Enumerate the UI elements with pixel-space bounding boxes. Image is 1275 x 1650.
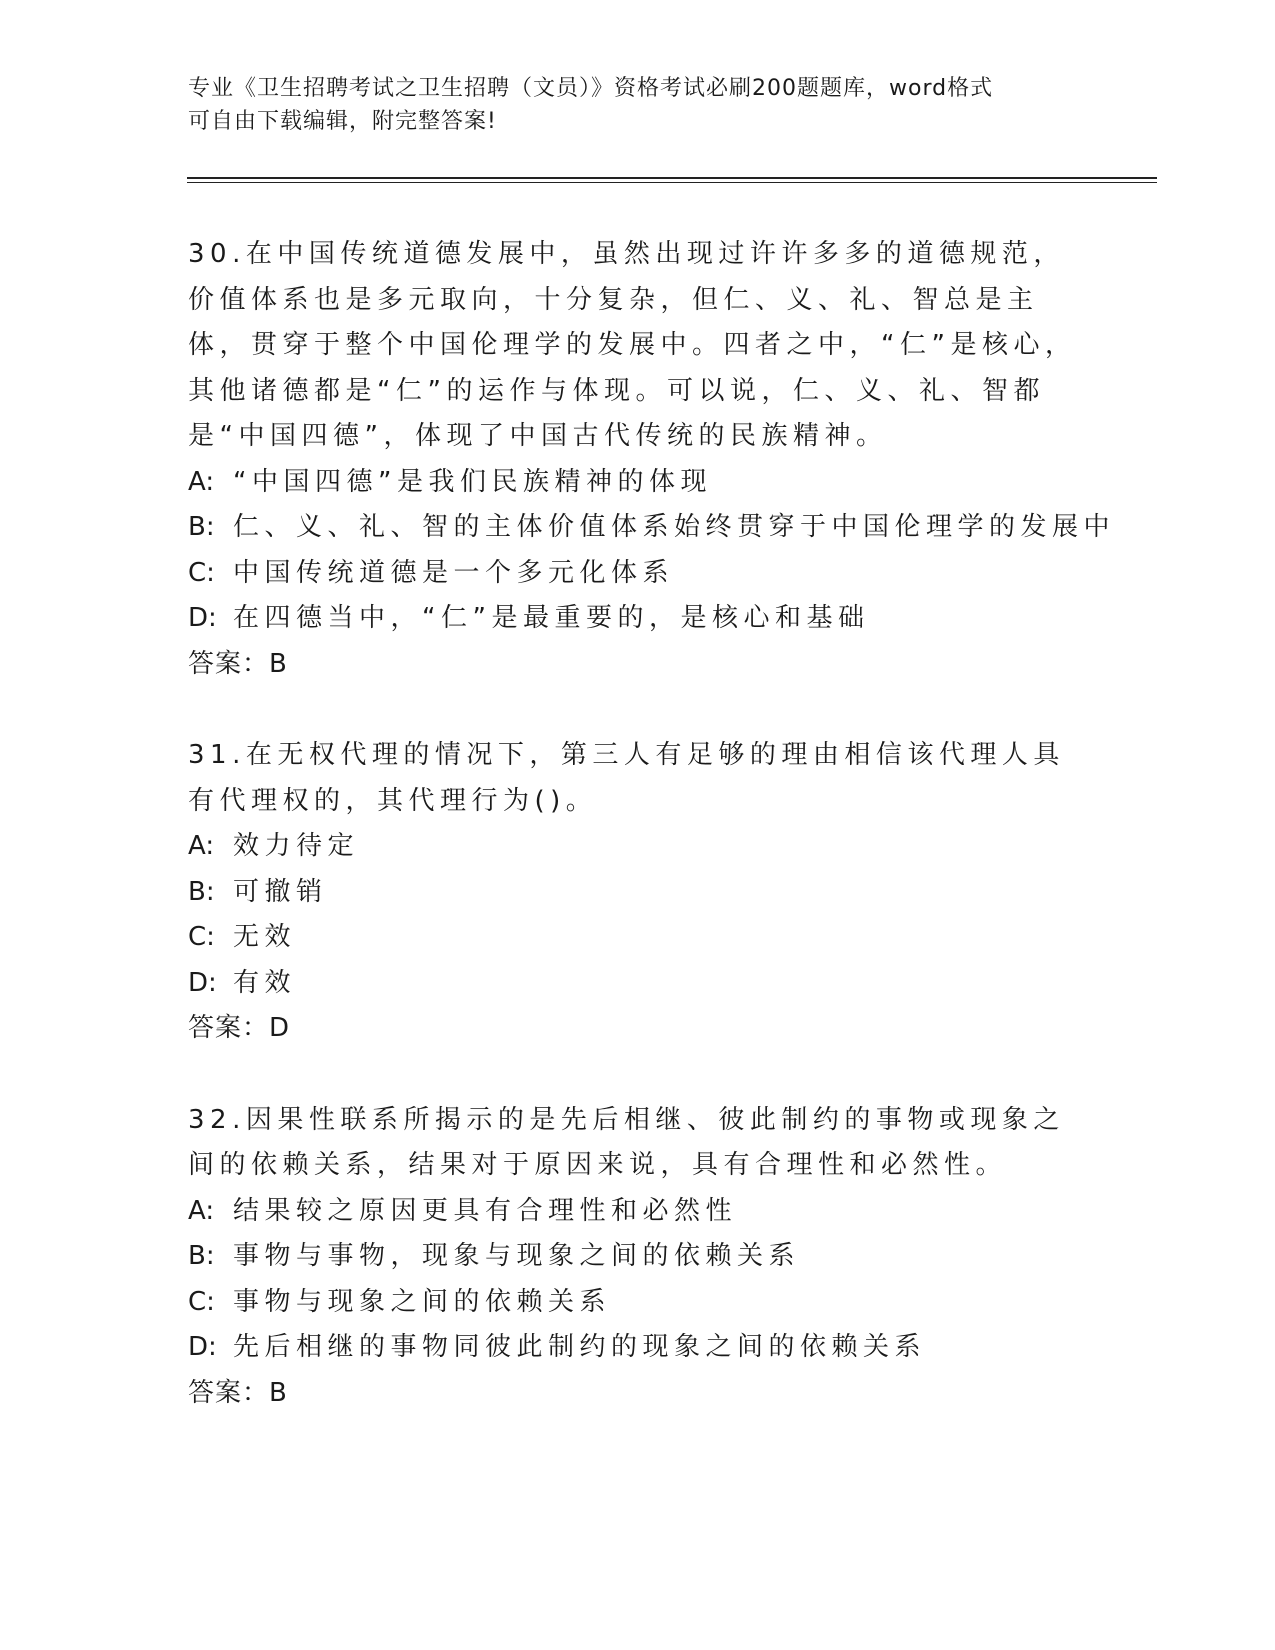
answer-line: 答案：D — [188, 1013, 291, 1043]
option-text: 效力待定 — [233, 831, 360, 861]
option-letter: A: — [188, 831, 215, 861]
option-letter: B: — [188, 1241, 215, 1271]
option-text: 结果较之原因更具有合理性和必然性 — [233, 1195, 738, 1226]
question-list — [188, 232, 1116, 1462]
question-32 — [188, 1098, 1088, 1417]
option-b — [188, 505, 1116, 551]
option-b — [188, 1234, 1088, 1280]
option-text: 中国传统道德是一个多元化体系 — [233, 557, 675, 588]
option-a — [188, 460, 1088, 506]
header-line-1: 专业《卫生招聘考试之卫生招聘（文员）》资格考试必刷200题题库，word格式 — [188, 76, 994, 101]
option-letter: C: — [188, 557, 215, 588]
option-d — [188, 596, 1088, 642]
option-b — [188, 870, 1088, 916]
option-c — [188, 1280, 1088, 1326]
option-letter: B: — [188, 876, 215, 907]
question-stem: 32.因果性联系所揭示的是先后相继、彼此制约的事物或现象之间的依赖关系，结果对于原因来说，具有合理性和必然性。 — [188, 1104, 1065, 1180]
option-a — [188, 1189, 1088, 1235]
option-letter: A: — [188, 1195, 215, 1226]
option-text: 事物与事物，现象与现象之间的依赖关系 — [233, 1241, 801, 1271]
option-text: 有效 — [233, 967, 297, 998]
option-text: 先后相继的事物同彼此制约的现象之间的依赖关系 — [233, 1332, 927, 1362]
option-letter: D: — [188, 967, 217, 998]
option-a — [188, 824, 1088, 870]
option-text: “中国四德”是我们民族精神的体现 — [233, 466, 712, 497]
page-header — [188, 72, 1068, 138]
question-31 — [188, 733, 1088, 1052]
answer-line: 答案：B — [188, 1377, 288, 1408]
question-stem: 31.在无权代理的情况下，第三人有足够的理由相信该代理人具有代理权的，其代理行为()。 — [188, 740, 1065, 816]
header-line-2: 可自由下载编辑，附完整答案! — [188, 109, 497, 134]
option-letter: D: — [188, 1332, 217, 1362]
option-text: 可撤销 — [233, 876, 328, 907]
option-text: 事物与现象之间的依赖关系 — [233, 1286, 612, 1317]
question-stem: 30.在中国传统道德发展中，虽然出现过许许多多的道德规范，价值体系也是多元取向，十分复杂，但仁、义、礼、智总是主体，贯穿于整个中国伦理学的发展中。四者之中，“仁”是核心，其他诸德都是“仁”的运作与体现。可以说，仁、义、礼、智都是“中国四德”，体现了中国古代传统的民族精神。 — [188, 239, 1077, 451]
option-c — [188, 551, 1088, 597]
answer-line: 答案：B — [188, 648, 288, 679]
question-30 — [188, 232, 1116, 687]
option-d — [188, 1325, 1088, 1371]
option-text: 在四德当中，“仁”是最重要的，是核心和基础 — [233, 603, 870, 633]
option-letter: A: — [188, 466, 215, 497]
option-letter: D: — [188, 603, 217, 633]
option-c — [188, 915, 1088, 961]
option-text: 无效 — [233, 922, 297, 952]
option-letter: C: — [188, 922, 215, 952]
option-text: 仁、义、礼、智的主体价值体系始终贯穿于中国伦理学的发展中 — [233, 512, 1116, 542]
option-letter: B: — [188, 512, 215, 542]
option-letter: C: — [188, 1286, 215, 1317]
option-d — [188, 961, 1088, 1007]
header-divider — [187, 177, 1157, 181]
